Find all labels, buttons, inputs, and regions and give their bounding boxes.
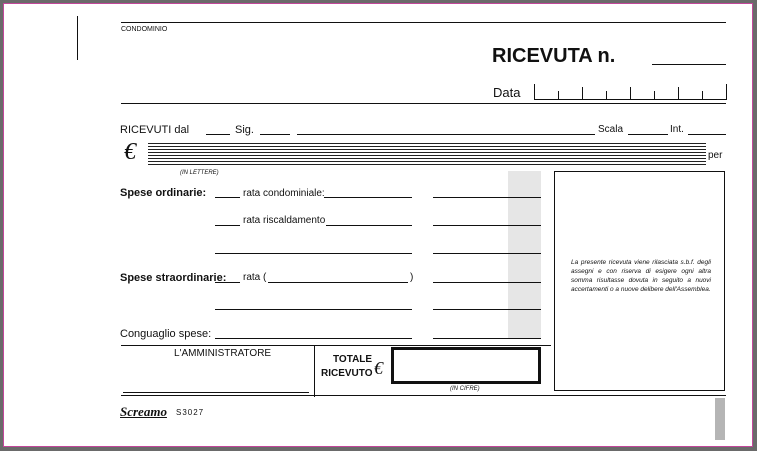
condominio-label: CONDOMINIO: [121, 26, 168, 33]
name-field[interactable]: [297, 134, 595, 135]
ordinarie-short-field-2[interactable]: [215, 225, 240, 226]
in-lettere-label: (IN LETTERE): [180, 170, 219, 176]
ordinarie-short-field-1[interactable]: [215, 197, 240, 198]
per-label: per: [708, 150, 723, 161]
conguaglio-amount[interactable]: [433, 338, 541, 339]
int-label: Int.: [670, 124, 684, 135]
rata-condominiale-field[interactable]: [324, 197, 412, 198]
ordinarie-extra-amount[interactable]: [433, 253, 541, 254]
data-label: Data: [493, 85, 521, 100]
totale-amount-field[interactable]: [391, 347, 541, 384]
brand-logo: Screamo: [120, 404, 167, 419]
scala-label: Scala: [598, 124, 624, 135]
ricevuto-label: RICEVUTO: [321, 368, 373, 379]
date-field[interactable]: [534, 84, 727, 100]
spese-straordinarie-label: Spese straordinarie:: [120, 272, 227, 284]
grey-tab: [715, 398, 725, 440]
rata-condominiale-amount[interactable]: [433, 197, 541, 198]
ordinarie-extra-field[interactable]: [215, 253, 412, 254]
header-divider: [121, 103, 726, 104]
totale-label: TOTALE: [333, 354, 373, 365]
footer-vertical-divider: [314, 346, 315, 397]
form-code: S3027: [176, 408, 205, 417]
note-text: La presente ricevuta viene rilasciata s.b.f. degli assegni e con riserva di esigere ogni altra somma risultasse dovuta in seguito a nuovi accertamenti o a nuove delibere dell'Assemblea.: [571, 259, 711, 293]
rata-straordinaria-field[interactable]: [268, 282, 408, 283]
straordinarie-extra-amount[interactable]: [433, 309, 541, 310]
euro-symbol: €: [124, 139, 136, 165]
sig-label: Sig.: [235, 124, 254, 136]
conguaglio-label: Conguaglio spese:: [120, 328, 212, 340]
signature-field[interactable]: [123, 392, 309, 393]
straordinarie-short-field[interactable]: [215, 282, 240, 283]
totale-euro-symbol: €: [374, 358, 383, 378]
rata-open-label: rata (: [243, 272, 267, 283]
straordinarie-amount[interactable]: [433, 282, 541, 283]
ricevuti-field[interactable]: [206, 134, 230, 135]
amount-in-words-field[interactable]: [148, 143, 706, 167]
in-cifre-label: (IN CIFRE): [450, 386, 480, 392]
amministratore-label: L'AMMINISTRATORE: [174, 348, 272, 359]
spese-ordinarie-label: Spese ordinarie:: [120, 187, 207, 199]
note-box: [554, 171, 725, 391]
sig-field[interactable]: [260, 134, 290, 135]
int-field[interactable]: [688, 134, 726, 135]
bottom-divider: [121, 395, 726, 396]
footer-divider: [121, 345, 551, 346]
rata-riscaldamento-label: rata riscaldamento: [243, 215, 326, 226]
receipt-title: RICEVUTA n.: [492, 45, 616, 67]
rata-close-label: ): [410, 272, 414, 283]
binding-mark: [77, 16, 78, 60]
receipt-number-field[interactable]: [652, 64, 726, 65]
rata-condominiale-label: rata condominiale:: [243, 188, 325, 199]
scala-field[interactable]: [628, 134, 668, 135]
condominio-field[interactable]: [121, 22, 726, 23]
straordinarie-extra-field[interactable]: [215, 309, 412, 310]
receipt-form: [3, 3, 753, 447]
ricevuti-label: RICEVUTI dal: [120, 124, 190, 136]
rata-riscaldamento-amount[interactable]: [433, 225, 541, 226]
rata-riscaldamento-field[interactable]: [326, 225, 412, 226]
conguaglio-field[interactable]: [215, 338, 412, 339]
